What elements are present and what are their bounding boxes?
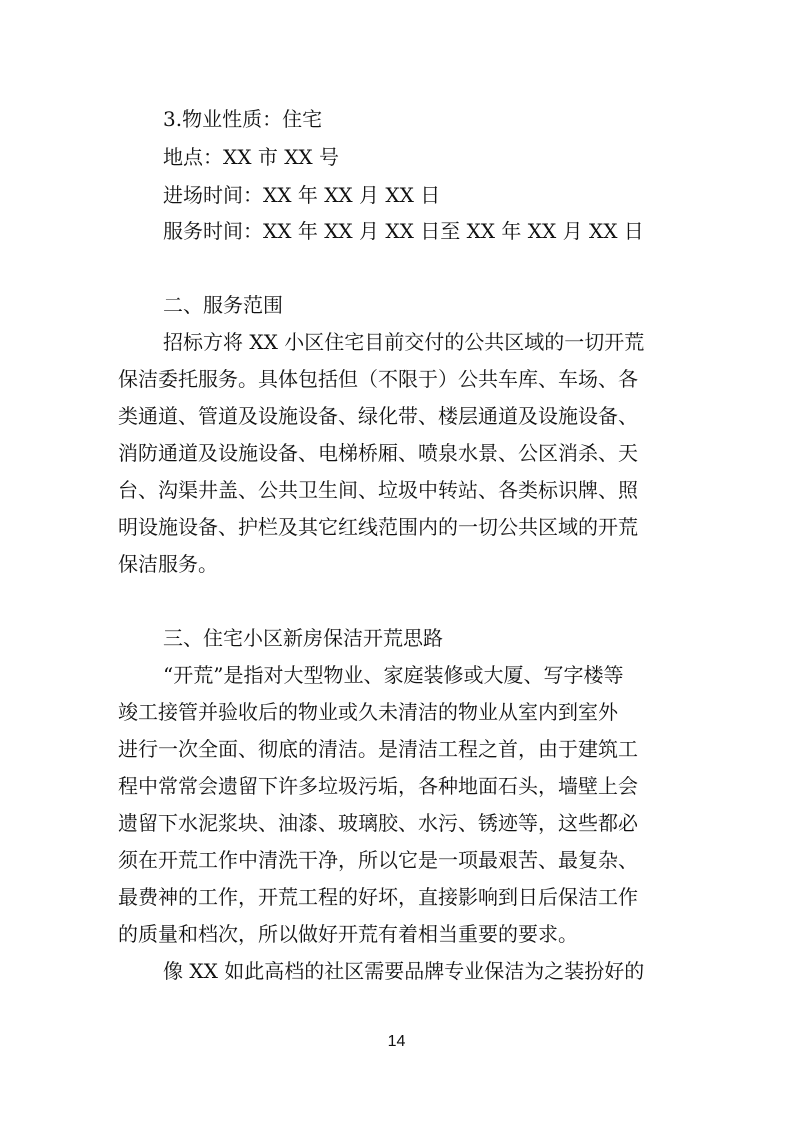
property-service-time: 服务时间：XX 年 XX 月 XX 日至 XX 年 XX 月 XX 日	[163, 219, 644, 243]
approach-paragraph-line: 像 XX 如此高档的社区需要品牌专业保洁为之装扮好的	[163, 959, 645, 983]
scope-paragraph-line: 明设施设备、护栏及其它红线范围内的一切公共区域的开荒	[118, 515, 638, 539]
approach-paragraph-line: 竣工接管并验收后的物业或久未清洁的物业从室内到室外	[118, 700, 618, 724]
scope-paragraph-line: 保洁委托服务。具体包括但（不限于）公共车库、车场、各	[118, 367, 638, 391]
property-entry-time: 进场时间：XX 年 XX 月 XX 日	[163, 183, 441, 207]
property-nature: 3.物业性质：住宅	[163, 107, 323, 131]
approach-paragraph-line: 遗留下水泥浆块、油漆、玻璃胶、水污、锈迹等，这些都必	[118, 811, 638, 835]
scope-paragraph-line: 台、沟渠井盖、公共卫生间、垃圾中转站、各类标识牌、照	[118, 478, 638, 502]
scope-paragraph-line: 消防通道及设施设备、电梯桥厢、喷泉水景、公区消杀、天	[118, 441, 638, 465]
page-number: 14	[387, 1033, 406, 1050]
approach-paragraph-line: “开荒”是指对大型物业、家庭装修或大厦、写字楼等	[163, 663, 624, 687]
property-location: 地点：XX 市 XX 号	[163, 145, 340, 169]
approach-paragraph-line: 程中常常会遗留下许多垃圾污垢，各种地面石头，墙壁上会	[118, 774, 638, 798]
approach-paragraph-line: 的质量和档次，所以做好开荒有着相当重要的要求。	[118, 922, 578, 946]
approach-paragraph-line: 最费神的工作，开荒工程的好坏，直接影响到日后保洁工作	[118, 885, 638, 909]
approach-paragraph-line: 须在开荒工作中清洗干净，所以它是一项最艰苦、最复杂、	[118, 848, 638, 872]
approach-paragraph-line: 进行一次全面、彻底的清洁。是清洁工程之首，由于建筑工	[118, 737, 638, 761]
scope-heading: 二、服务范围	[163, 293, 283, 317]
scope-paragraph-line: 保洁服务。	[118, 552, 218, 576]
approach-heading: 三、住宅小区新房保洁开荒思路	[163, 626, 443, 650]
scope-paragraph-line: 类通道、管道及设施设备、绿化带、楼层通道及设施设备、	[118, 404, 638, 428]
scope-paragraph-line: 招标方将 XX 小区住宅目前交付的公共区域的一切开荒	[163, 330, 645, 354]
